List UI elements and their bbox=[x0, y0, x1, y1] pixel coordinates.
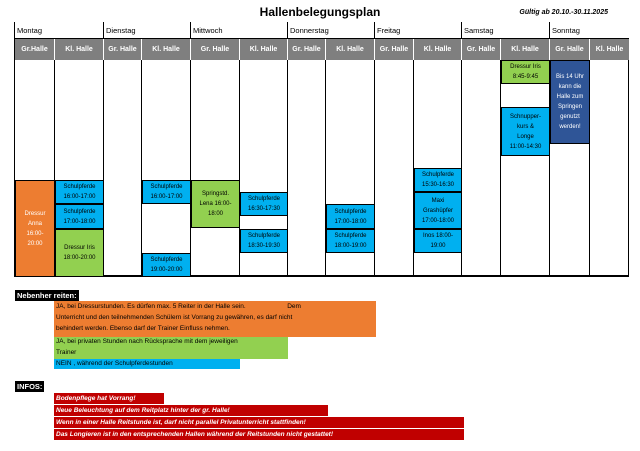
rule-schulpferde: NEIN , während der Schulpferdestunden bbox=[54, 359, 240, 369]
rule-dressur-line: Unterricht und den teilnehmenden Schülern ist Vorrang zu gewähren, es darf nicht bbox=[56, 314, 293, 321]
hall-header: Kl. Halle bbox=[240, 39, 288, 60]
column-divider bbox=[191, 60, 240, 277]
booking-block: Schulpferde 17:00-18:00 bbox=[326, 204, 375, 229]
info-item: Wenn in einer Halle Reitstunde ist, darf nicht parallel Privatunterricht stattfinden! bbox=[54, 417, 464, 428]
validity-period: Gültig ab 20.10.-30.11.2025 bbox=[519, 9, 608, 16]
rule-dressur-line: behindert werden. Ebenso darf der Trainer Einfluss nehmen. bbox=[56, 325, 230, 332]
booking-block: Inos 18:00-19:00 bbox=[414, 229, 462, 253]
booking-block: Dressur Anna 16:00-20:00 bbox=[15, 180, 55, 277]
section-heading: INFOS: bbox=[17, 382, 43, 391]
hall-header: Kl. Halle bbox=[414, 39, 462, 60]
day-header-wednesday: Mittwoch bbox=[191, 22, 288, 39]
column-divider bbox=[104, 60, 142, 277]
column-divider bbox=[142, 60, 191, 277]
day-header-friday: Freitag bbox=[375, 22, 462, 39]
rule-privat-line: JA, bei privaten Stunden nach Rücksprache mit dem jeweiligen bbox=[56, 338, 238, 345]
hall-header: Kl. Halle bbox=[55, 39, 104, 60]
booking-block: Schulpferde 17:00-18:00 bbox=[55, 204, 104, 229]
day-header-monday: Montag bbox=[15, 22, 104, 39]
hall-header: Kl. Halle bbox=[501, 39, 550, 60]
booking-block: Schulpferde 15:30-16:30 bbox=[414, 168, 462, 192]
info-item: Das Longieren ist in den entsprechenden Hallen während der Reitstunden nicht gestattet! bbox=[54, 429, 464, 440]
hall-header: Kl. Halle bbox=[326, 39, 375, 60]
info-item: Neue Beleuchtung auf dem Reitplatz hinter der gr. Halle! bbox=[54, 405, 328, 416]
booking-block: Springstd. Lena 16:00-18:00 bbox=[191, 180, 240, 228]
column-divider bbox=[501, 60, 550, 277]
booking-block: Schnupper-kurs & Longe 11:00-14:30 bbox=[501, 107, 550, 156]
column-divider bbox=[462, 60, 501, 277]
hall-header: Gr. Halle bbox=[462, 39, 501, 60]
hall-header: Gr. Halle bbox=[191, 39, 240, 60]
booking-block: Schulpferde 19:00-20:00 bbox=[142, 253, 191, 277]
hall-header: Gr. Halle bbox=[104, 39, 142, 60]
section-heading: Nebenher reiten: bbox=[17, 291, 77, 300]
booking-block: Schulpferde 16:00-17:00 bbox=[55, 180, 104, 204]
rule-dressur-line: JA, bei Dressurstunden. Es dürfen max. 5 Reiter in der Halle sein. Dem bbox=[56, 303, 301, 310]
column-divider bbox=[375, 60, 414, 277]
booking-block: Maxi Grashüpfer 17:00-18:00 bbox=[414, 192, 462, 229]
day-header-sunday: Sonntag bbox=[550, 22, 629, 39]
page-title: Hallenbelegungsplan bbox=[259, 5, 381, 19]
booking-block: Schulpferde 18:30-19:30 bbox=[240, 229, 288, 253]
hall-header: Gr. Halle bbox=[550, 39, 590, 60]
hall-header: Gr.Halle bbox=[15, 39, 55, 60]
booking-block: Dressur Iris 8:45-9:45 bbox=[501, 60, 550, 84]
day-header-tuesday: Dienstag bbox=[104, 22, 191, 39]
hall-header: Kl. Halle bbox=[590, 39, 629, 60]
booking-block: Bis 14 Uhr kann die Halle zum Springen genutzt werden! bbox=[550, 60, 590, 144]
column-divider bbox=[288, 60, 326, 277]
info-item: Bodenpflege hat Vorrang! bbox=[54, 393, 164, 404]
booking-block: Schulpferde 16:00-17:00 bbox=[142, 180, 191, 204]
hall-header: Gr. Halle bbox=[288, 39, 326, 60]
booking-block: Dressur Iris 18:00-20:00 bbox=[55, 229, 104, 277]
hall-header: Kl. Halle bbox=[142, 39, 191, 60]
rule-privat-line: Trainer bbox=[56, 349, 77, 356]
booking-block: Schulpferde 18:00-19:00 bbox=[326, 229, 375, 253]
day-header-thursday: Donnerstag bbox=[288, 22, 375, 39]
hall-header: Gr. Halle bbox=[375, 39, 414, 60]
booking-block: Schulpferde 16:30-17:30 bbox=[240, 192, 288, 216]
day-header-saturday: Samstag bbox=[462, 22, 550, 39]
